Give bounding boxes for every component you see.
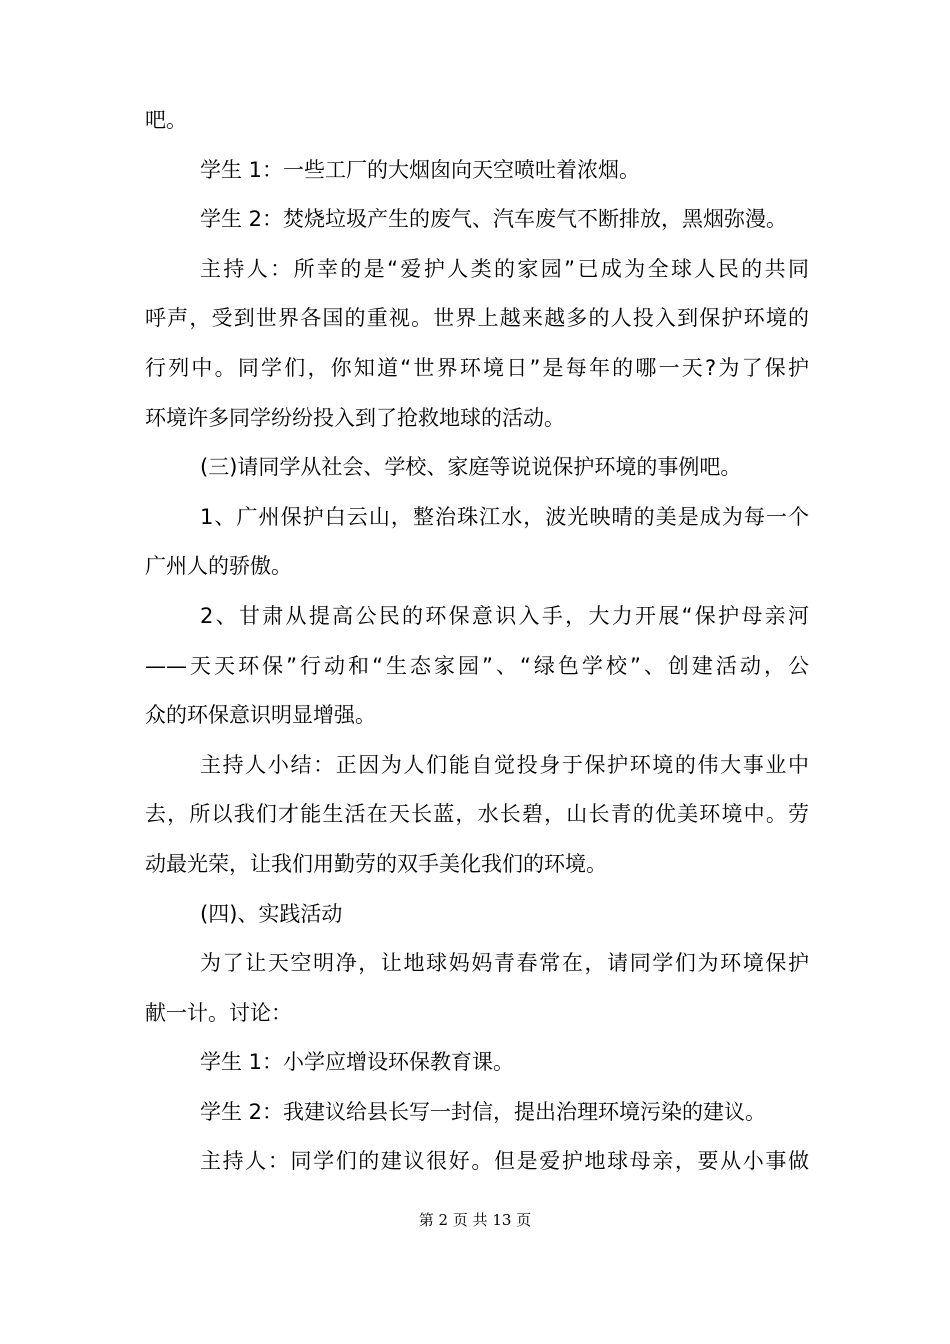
text-line: (四)、实践活动 [200, 901, 343, 926]
text-line: 主持人：所幸的是“爱护人类的家园”已成为全球人民的共同 [200, 256, 809, 281]
text-line: 主持人：同学们的建议很好。但是爱护地球母亲，要从小事做 [200, 1149, 809, 1174]
text-line: ——天天环保”行动和“生态家园”、“绿色学校”、创建活动，公 [145, 653, 809, 678]
text-line: 呼声，受到世界各国的重视。世界上越来越多的人投入到保护环境的 [145, 306, 809, 331]
text-line: 去，所以我们才能生活在天长蓝，水长碧，山长青的优美环境中。劳 [145, 802, 809, 827]
text-line: 学生 1：小学应增设环保教育课。 [200, 1050, 515, 1075]
text-line: 学生 1：一些工厂的大烟囱向天空喷吐着浓烟。 [200, 157, 641, 182]
text-line: 为了让天空明净，让地球妈妈青春常在，请同学们为环境保护 [200, 951, 809, 976]
page-number-footer: 第 2 页 共 13 页 [418, 1211, 532, 1229]
text-line: 吧。 [145, 108, 187, 132]
document-body [145, 96, 809, 1187]
text-line: 环境许多同学纷纷投入到了抢救地球的活动。 [145, 405, 565, 430]
text-line: 行列中。同学们，你知道“世界环境日”是每年的哪一天?为了保护 [145, 355, 809, 380]
text-line: 献一计。讨论： [145, 1000, 292, 1025]
text-line: 主持人小结：正因为人们能自觉投身于保护环境的伟大事业中 [200, 752, 809, 777]
text-line: 众的环保意识明显增强。 [145, 703, 376, 728]
text-line: 学生 2：焚烧垃圾产生的废气、汽车废气不断排放，黑烟弥漫。 [200, 207, 788, 232]
text-line: 2、甘肃从提高公民的环保意识入手，大力开展“保护母亲河 [200, 603, 809, 628]
text-line: 广州人的骄傲。 [145, 554, 292, 579]
text-line: 1、广州保护白云山，整治珠江水，波光映晴的美是成为每一个 [200, 504, 809, 529]
text-line: (三)请同学从社会、学校、家庭等说说保护环境的事例吧。 [200, 455, 742, 480]
text-line: 动最光荣，让我们用勤劳的双手美化我们的环境。 [145, 851, 607, 876]
text-line: 学生 2：我建议给县长写一封信，提出治理环境污染的建议。 [200, 1099, 767, 1124]
